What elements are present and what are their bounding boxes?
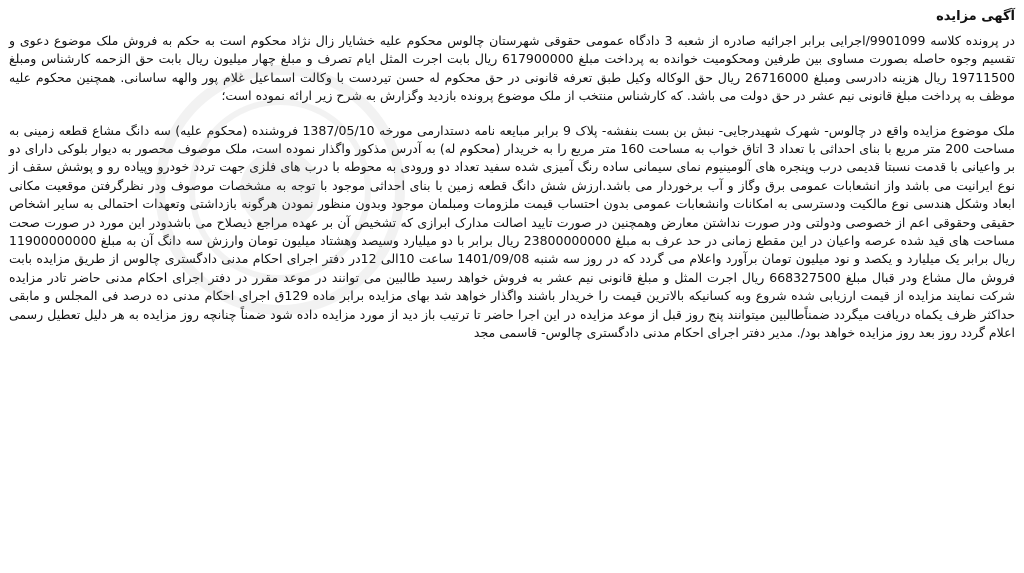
notice-paragraph-case: در پرونده کلاسه 9901099/اجرایی برابر اجرائیه صادره از شعبه 3 دادگاه عمومی حقوقی شهرستان چالوس محکوم علیه خشایار زال نژاد محکوم است به حکم به فروش ملک موضوع دعوی و تقسیم وجوه حاصله بصورت مساوی بین طرفین ومحکومیت خوانده به پرداخت مبلغ 617900000 ریال بابت اجرت المثل ایام تصرف و مبلغ چهار میلیون ریال بابت حق الزحمه کارشناس ومبلغ 19711500 ریال هزینه دادرسی ومبلغ 26716000 ریال حق الوکاله وکیل طبق تعرفه قانونی در حق محکوم له حسن تیردست با وکالت اسماعیل غلام پور والهه ساسانی. همچنین محکوم علیه موظف به پرداخت مبلغ قانونی نیم عشر در حق دولت می باشد. که کارشناس منتخب از ملک موضوع پرونده بازدید وگزارش به شرح زیر ارائه نموده است؛	[9, 33, 1016, 104]
notice-title: آگهی مزایده	[936, 9, 1015, 24]
paragraph-spacer	[9, 106, 1015, 122]
notice-paragraph-property: ملک موضوع مزایده واقع در چالوس- شهرک شهیدرجایی- نبش بن بست بنفشه- پلاک 9 برابر مبایعه نامه دستدارمی مورخه 1387/05/10 فروشنده (محکوم علیه) سه دانگ مشاع قطعه زمینی به مساحت 200 متر مربع با بنای احداثی با تعداد 3 اتاق خواب به مساحت 160 متر مربع را به خریدار (محکوم له) به آدرس مذکور واگذار نموده است، ملک موصوف محصور به دیوار بلوکی دارای دو بر واعیانی با قدمت نسبتا قدیمی درب وپنجره های آلومینیوم نمای سیمانی ساده رنگ آمیزی شده سفید تعداد دو ورودی به محوطه با درب های فلزی جهت تردد خودرو وپیاده رو و پوشش سقف از نوع ایرانیت می باشد واز انشعابات عمومی برق وگاز و آب برخوردار می باشد.ارزش شش دانگ قطعه زمین با بنای احداثی موجود با توجه به مشخصات موصوف ودر نظرگرفتن موقعیت مکانی ابعاد وشکل هندسی نوع مالکیت ودسترسی به امکانات وانشعابات عمومی بدون احتساب قیمت ملزومات ومبلمان موجود وبدون منظور نمودن هرگونه بازداشتی وتعهدات احتمالی به سایر اشخاص حقیقی وحقوقی اعم از خصوصی ودولتی ودر صورت نداشتن معارض وهمچنین در صورت تایید اصالت مدارک ابرازی که تشخیص آن بر عهده مراجع ذیصلاح می باشدودر این مورد در صورت صحت مساحت های قید شده عرصه واعیان در این مقطع زمانی در حد عرف به مبلغ 23800000000 ریال برابر با دو میلیارد وسیصد وهشتاد میلیون تومان وارزش سه دانگ آن به مبلغ 11900000000 ریال برابر یک میلیارد و یکصد و نود میلیون تومان برآورد واعلام می گردد که در روز سه شنبه 1401/09/08 ساعت 10الی 12در دفتر اجرای احکام مدنی دادگستری چالوس از طریق مزایده بابت فروش مال مشاع ودر قبال مبلغ 668327500 ریال اجرت المثل و مبلغ قانونی نیم عشر به فروش خواهد رسید طالبین می توانند در موعد مقرر در دفتر اجرای احکام مدنی حاضر تادر مزایده شرکت نمایند مزایده از قیمت ارزیابی شده شروع وبه کسانیکه بالاترین قیمت را خریدار باشند واگذار خواهد شد بهای مزایده برابر ماده 129ق اجرای احکام مدنی ده درصد فی المجلس و مابقی حداکثر ظرف یکماه دریافت میگردد ضمناًطالبین میتوانند پنج روز قبل از موعد مزایده در این اجرا حاضر تا ترتیب باز دید از مورد مزایده داده شود ضمناً چنانچه روز مزایده به هر دلیل تعطیل رسمی اعلام گردد روز بعد روز مزایده خواهد بود/. مدیر دفتر اجرای احکام مدنی دادگستری چالوس- قاسمی مجد	[9, 122, 1015, 341]
